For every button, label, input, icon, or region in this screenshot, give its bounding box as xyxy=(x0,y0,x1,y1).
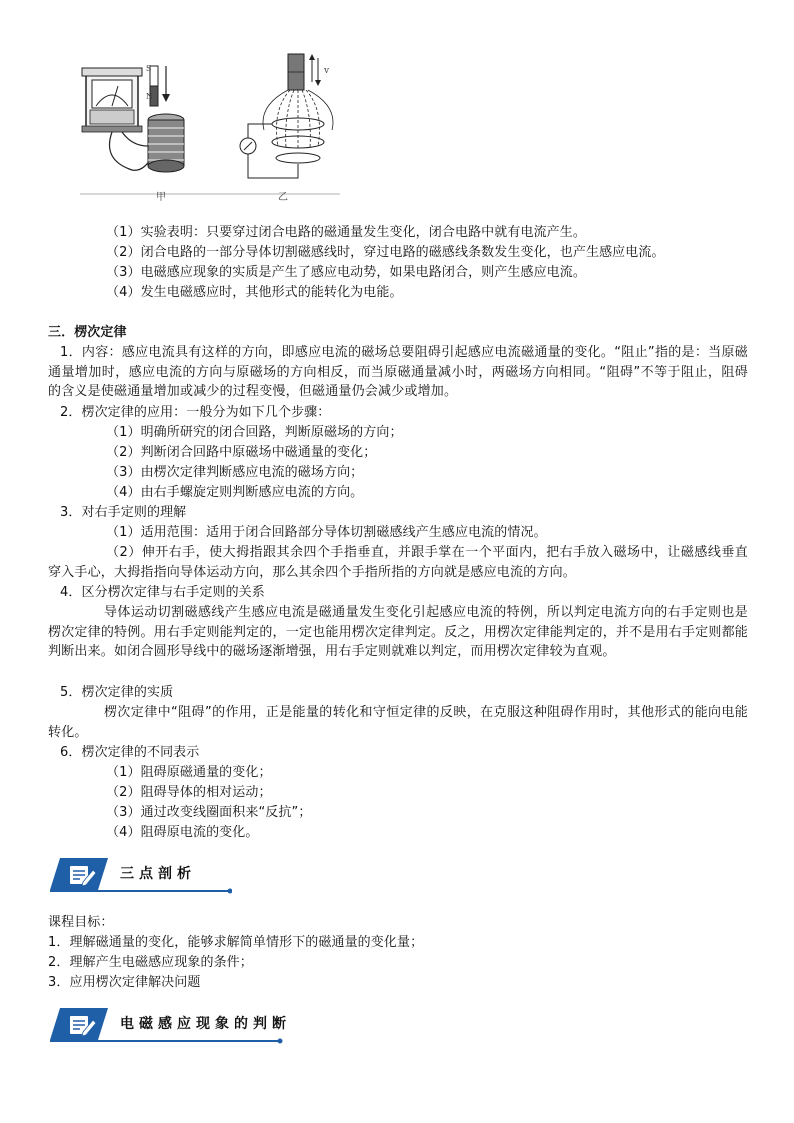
lenz-form-4: （4）阻碍原电流的变化。 xyxy=(106,825,259,840)
lenz-forms-title: 6．楞次定律的不同表示 xyxy=(60,745,200,760)
magnet-s-label: S xyxy=(146,64,152,73)
right-hand-rule-title: 3．对右手定则的理解 xyxy=(60,505,187,520)
right-hand-rule-scope: （1）适用范围：适用于闭合回路部分导体切割磁感线产生感应电流的情况。 xyxy=(106,525,547,540)
conclusion-item-1: （1）实验表明：只要穿过闭合电路的磁通量发生变化，闭合电路中就有电流产生。 xyxy=(106,225,586,240)
application-step-2: （2）判断闭合回路中原磁场中磁通量的变化； xyxy=(106,445,377,460)
lenz-content-paragraph: 1．内容：感应电流具有这样的方向，即感应电流的磁场总要阻碍引起感应电流磁通量的变化。“阻止”指的是：当原磁通量增加时，感应电流的方向与原磁场的方向相反，而当原磁通量减小时，两磁场方向相同。“阻碍”不等于阻止，阻碍的含义是使磁通量增加或减少的过程变慢，但磁通量仍会减少或增加。 xyxy=(48,345,748,400)
course-goal-2: 2．理解产生电磁感应现象的条件； xyxy=(48,955,253,970)
lenz-essence-title: 5．楞次定律的实质 xyxy=(60,685,174,700)
section-title-lenz: 三．楞次定律 xyxy=(48,325,127,340)
application-step-4: （4）由右手螺旋定则判断感应电流的方向。 xyxy=(106,485,364,500)
experiment-figure xyxy=(72,50,344,205)
banner-title-analysis: 三点剖析 xyxy=(120,866,196,882)
right-hand-rule-description: （2）伸开右手，使大拇指跟其余四个手指垂直，并跟手掌在一个平面内，把右手放入磁场中，让磁感线垂直穿入手心，大拇指指向导体运动方向，那么其余四个手指所指的方向就是感应电流的方向。 xyxy=(48,545,748,580)
experiment-diagram xyxy=(72,50,344,205)
conclusion-item-2: （2）闭合电路的一部分导体切割磁感线时，穿过电路的磁感线条数发生变化，也产生感应电流。 xyxy=(106,245,665,260)
lenz-essence-paragraph: 楞次定律中“阻碍”的作用，正是能量的转化和守恒定律的反映，在克服这种阻碍作用时，其他形式的能向电能转化。 xyxy=(48,705,748,740)
figure-label-yi: 乙 xyxy=(278,192,288,203)
lenz-form-3: （3）通过改变线圈面积来“反抗”； xyxy=(106,805,312,820)
course-goals-title: 课程目标： xyxy=(48,915,114,930)
lenz-form-2: （2）阻碍导体的相对运动； xyxy=(106,785,272,800)
conclusion-item-4: （4）发生电磁感应时，其他形式的能转化为电能。 xyxy=(106,285,403,300)
figure-label-jia: 甲 xyxy=(156,192,166,203)
magnet-n-label: N xyxy=(146,92,153,101)
distinguish-paragraph: 导体运动切割磁感线产生感应电流是磁通量发生变化引起感应电流的特例，所以判定电流方向的右手定则也是楞次定律的特例。用右手定则能判定的，一定也能用楞次定律判定。反之，用楞次定律能判定的，并不是用右手定则都能判断出来。如闭合圆形导线中的磁场逐渐增强，用右手定则就难以判定，而用楞次定律较为直观。 xyxy=(48,605,748,660)
course-goal-3: 3．应用楞次定律解决问题 xyxy=(48,975,201,990)
section-banner-analysis xyxy=(50,858,232,894)
lenz-application-title: 2．楞次定律的应用：一般分为如下几个步骤： xyxy=(60,405,331,420)
conclusion-item-3: （3）电磁感应现象的实质是产生了感应电动势，如果电路闭合，则产生感应电流。 xyxy=(106,265,586,280)
course-goal-1: 1．理解磁通量的变化，能够求解简单情形下的磁通量的变化量； xyxy=(48,935,424,950)
application-step-3: （3）由楞次定律判断感应电流的磁场方向； xyxy=(106,465,364,480)
lenz-form-1: （1）阻碍原磁通量的变化； xyxy=(106,765,272,780)
section-banner-induction xyxy=(50,1008,290,1044)
banner-title-induction: 电磁感应现象的判断 xyxy=(120,1016,291,1032)
distinguish-title: 4．区分楞次定律与右手定则的关系 xyxy=(60,585,265,600)
velocity-label: v xyxy=(324,66,330,76)
application-step-1: （1）明确所研究的闭合回路，判断原磁场的方向； xyxy=(106,425,403,440)
